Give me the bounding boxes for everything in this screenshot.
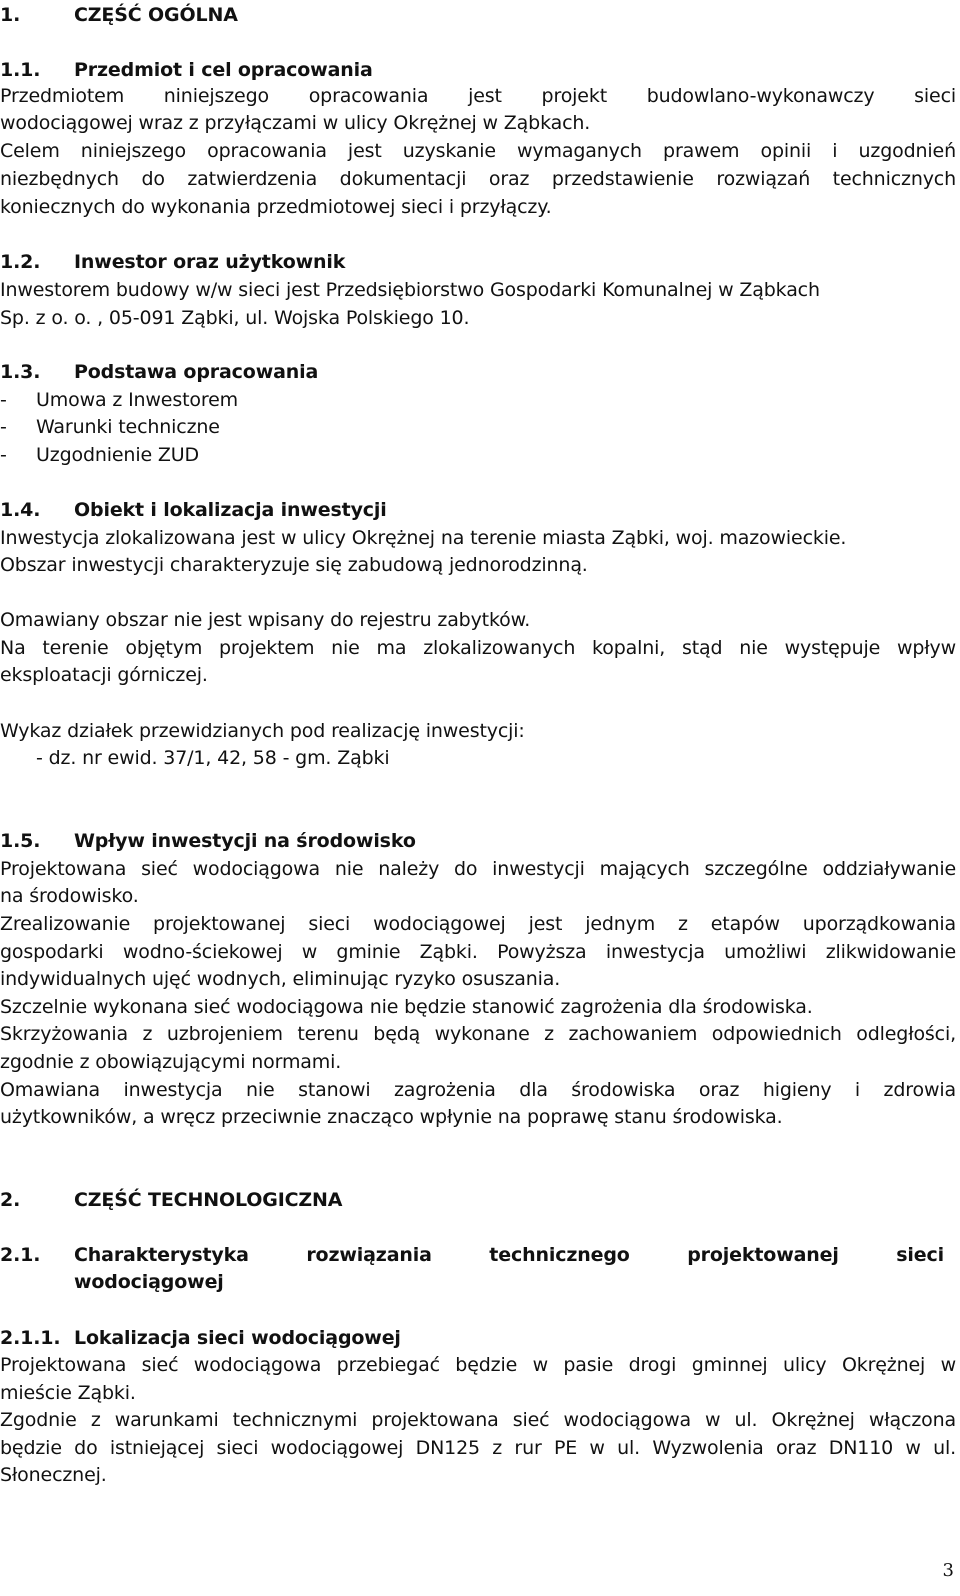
section-title: CZĘŚĆ TECHNOLOGICZNA [74, 1189, 343, 1211]
paragraph-line: Inwestorem budowy w/w sieci jest Przedsiębiorstwo Gospodarki Komunalnej w Ząbkach [0, 279, 820, 301]
section-heading-1 [0, 2, 956, 29]
section-title: Obiekt i lokalizacja inwestycji [74, 499, 387, 521]
section-heading-1-2 [0, 249, 956, 276]
paragraph-line: Szczelnie wykonana sieć wodociągowa nie będzie stanowić zagrożenia dla środowiska. [0, 996, 813, 1018]
section-title: Wpływ inwestycji na środowisko [74, 830, 416, 852]
paragraph-line: będzie do istniejącej sieci wodociągowej DN125 z rur PE w ul. Wyzwolenia oraz DN110 w ul. [0, 1437, 956, 1459]
paragraph-line: mieście Ząbki. [0, 1382, 136, 1404]
section-heading-1-5 [0, 828, 956, 855]
paragraph-line: użytkowników, a wręcz przeciwnie znacząco wpłynie na poprawę stanu środowiska. [0, 1106, 783, 1128]
section-title: Inwestor oraz użytkownik [74, 251, 346, 273]
paragraph-line: Przedmiotem niniejszego opracowania jest projekt budowlano-wykonawczy sieci [0, 85, 956, 107]
paragraph-line: Skrzyżowania z uzbrojeniem terenu będą wykonane z zachowaniem odpowiednich odległości, [0, 1023, 956, 1045]
section-title: Przedmiot i cel opracowania [74, 59, 373, 81]
paragraph-line: Słonecznej. [0, 1464, 107, 1486]
paragraph-line: wodociągowej wraz z przyłączami w ulicy Okrężnej w Ząbkach. [0, 112, 591, 134]
list-bullet: - [0, 389, 7, 411]
section-heading-2-1-1 [0, 1325, 956, 1352]
list-bullet: - [0, 416, 7, 438]
section-number: 1.1. [0, 59, 41, 81]
list-item-text: Umowa z Inwestorem [36, 389, 239, 411]
section-number: 1. [0, 4, 21, 26]
paragraph-line: indywidualnych ujęć wodnych, eliminując ryzyko osuszania. [0, 968, 561, 990]
section-heading-1-4 [0, 497, 956, 524]
section-title: Charakterystyka rozwiązania technicznego projektowanej sieci [74, 1244, 944, 1266]
section-number: 2.1.1. [0, 1327, 61, 1349]
paragraph-line: Omawiana inwestycja nie stanowi zagrożenia dla środowiska oraz higieny i zdrowia [0, 1079, 956, 1101]
paragraph-line: Zrealizowanie projektowanej sieci wodociągowej jest jednym z etapów uporządkowania [0, 913, 956, 935]
list-item [0, 442, 956, 469]
list-item [0, 387, 956, 414]
section-heading-2-1 [0, 1242, 956, 1269]
section-title: CZĘŚĆ OGÓLNA [74, 4, 238, 26]
paragraph-line: Projektowana sieć wodociągowa nie należy do inwestycji mających szczególne oddziaływanie [0, 858, 956, 880]
section-title: Lokalizacja sieci wodociągowej [74, 1327, 401, 1349]
paragraph-line: koniecznych do wykonania przedmiotowej sieci i przyłączy. [0, 196, 552, 218]
paragraph-line: Wykaz działek przewidzianych pod realizację inwestycji: [0, 720, 525, 742]
section-number: 2.1. [0, 1244, 41, 1266]
parcel-list-item: - dz. nr ewid. 37/1, 42, 58 - gm. Ząbki [36, 747, 390, 769]
section-title: Podstawa opracowania [74, 361, 319, 383]
list-item-text: Warunki techniczne [36, 416, 220, 438]
section-heading-2 [0, 1187, 956, 1214]
paragraph-line: eksploatacji górniczej. [0, 664, 208, 686]
paragraph-line: Inwestycja zlokalizowana jest w ulicy Okrężnej na terenie miasta Ząbki, woj. mazowieckie. [0, 527, 847, 549]
paragraph-line: Celem niniejszego opracowania jest uzyskanie wymaganych prawem opinii i uzgodnień [0, 140, 956, 162]
paragraph-line: na środowisko. [0, 885, 139, 907]
paragraph-line: Sp. z o. o. , 05-091 Ząbki, ul. Wojska Polskiego 10. [0, 307, 470, 329]
section-number: 1.4. [0, 499, 41, 521]
section-number: 1.5. [0, 830, 41, 852]
section-number: 1.2. [0, 251, 41, 273]
paragraph-line: zgodnie z obowiązującymi normami. [0, 1051, 342, 1073]
section-heading-1-3 [0, 359, 956, 386]
list-bullet: - [0, 444, 7, 466]
paragraph-line: Zgodnie z warunkami technicznymi projektowana sieć wodociągowa w ul. Okrężnej włączona [0, 1409, 956, 1431]
paragraph-line: Na terenie objętym projektem nie ma zlokalizowanych kopalni, stąd nie występuje wpływ [0, 637, 956, 659]
page-number: 3 [942, 1560, 954, 1581]
paragraph-line: Omawiany obszar nie jest wpisany do rejestru zabytków. [0, 609, 531, 631]
paragraph-line: niezbędnych do zatwierdzenia dokumentacji oraz przedstawienie rozwiązań technicznych [0, 168, 956, 190]
section-heading-1-1 [0, 57, 956, 84]
paragraph-line: Projektowana sieć wodociągowa przebiegać będzie w pasie drogi gminnej ulicy Okrężnej w [0, 1354, 956, 1376]
paragraph-line: gospodarki wodno-ściekowej w gminie Ząbki. Powyższa inwestycja umożliwi zlikwidowanie [0, 941, 956, 963]
section-number: 2. [0, 1189, 21, 1211]
section-number: 1.3. [0, 361, 41, 383]
section-title-continuation: wodociągowej [74, 1271, 224, 1293]
list-item-text: Uzgodnienie ZUD [36, 444, 199, 466]
list-item [0, 414, 956, 441]
paragraph-line: Obszar inwestycji charakteryzuje się zabudową jednorodzinną. [0, 554, 588, 576]
